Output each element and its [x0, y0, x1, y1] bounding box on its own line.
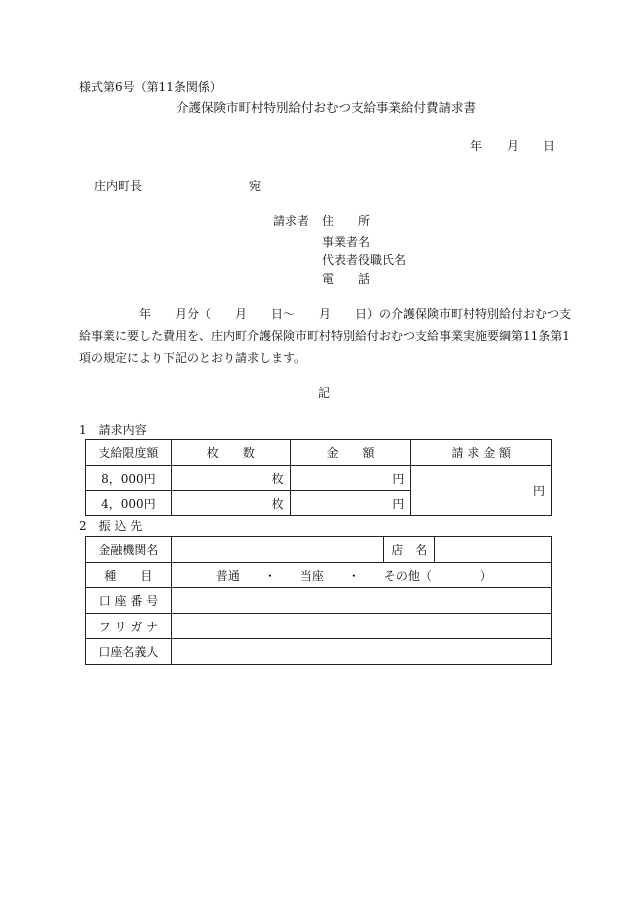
- ki-heading: 記: [318, 386, 331, 400]
- furigana-label: フ リ ガ ナ: [86, 614, 172, 639]
- bank-name-field[interactable]: [171, 537, 383, 563]
- account-holder-field[interactable]: [171, 639, 551, 665]
- row2-amount-field[interactable]: 円: [290, 491, 411, 516]
- claimant-address-label: 住 所: [322, 214, 371, 228]
- request-body-text: 年 月分（ 月 日～ 月 日）の介護保険市町村特別給付おむつ支給事業に要した費用を、庄内町介護保険市町村特別給付おむつ支給事業実施要綱第11条第1項の規定により下記のとおり請求します。: [79, 307, 572, 365]
- claimant-phone-label: 電 話: [322, 272, 371, 286]
- addressee-name: 庄内町長: [94, 179, 143, 193]
- claim-table: [85, 439, 552, 516]
- page-title: 介護保険市町村特別給付おむつ支給事業給付費請求書: [176, 100, 477, 115]
- table-row: [86, 614, 552, 639]
- row2-count-field[interactable]: 枚: [171, 491, 290, 516]
- transfer-table: [85, 536, 552, 665]
- claimant-label: 請求者: [273, 214, 310, 228]
- date-year: 年: [470, 139, 483, 153]
- row1-amount-field[interactable]: 円: [290, 466, 411, 491]
- account-holder-label: 口座名義人: [86, 639, 172, 665]
- branch-field[interactable]: [435, 537, 552, 563]
- claim-table-header: [86, 440, 552, 466]
- addressee-suffix: 宛: [249, 179, 262, 193]
- header-claim-amount: 請 求 金 額: [411, 440, 552, 466]
- date-month: 月: [507, 139, 520, 153]
- date-day: 日: [543, 139, 556, 153]
- header-limit: 支給限度額: [86, 440, 172, 466]
- section1-heading: 1 請求内容: [79, 423, 147, 437]
- table-row: [86, 563, 552, 588]
- total-claim-field[interactable]: 円: [411, 466, 552, 516]
- section2-heading: 2 振 込 先: [79, 519, 143, 533]
- header-count: 枚 数: [171, 440, 290, 466]
- account-type-options-text: 普通 ・ 当座 ・ その他（ ）: [215, 568, 492, 583]
- table-row: [86, 639, 552, 665]
- account-type-label: 種 目: [86, 563, 172, 588]
- form-number: 様式第6号（第11条関係）: [79, 80, 222, 94]
- claimant-representative-label: 代表者役職氏名: [322, 253, 407, 267]
- account-number-field[interactable]: [171, 588, 551, 614]
- claimant-business-label: 事業者名: [322, 235, 371, 249]
- row2-limit: 4，000円: [86, 491, 172, 516]
- table-row: [86, 588, 552, 614]
- table-row: [86, 466, 552, 491]
- branch-label: 店 名: [384, 537, 435, 563]
- table-row: [86, 537, 552, 563]
- bank-name-label: 金融機関名: [86, 537, 172, 563]
- row1-count-field[interactable]: 枚: [171, 466, 290, 491]
- row1-limit: 8，000円: [86, 466, 172, 491]
- header-amount: 金 額: [290, 440, 411, 466]
- account-type-options[interactable]: [171, 563, 551, 588]
- account-number-label: 口 座 番 号: [86, 588, 172, 614]
- furigana-field[interactable]: [171, 614, 551, 639]
